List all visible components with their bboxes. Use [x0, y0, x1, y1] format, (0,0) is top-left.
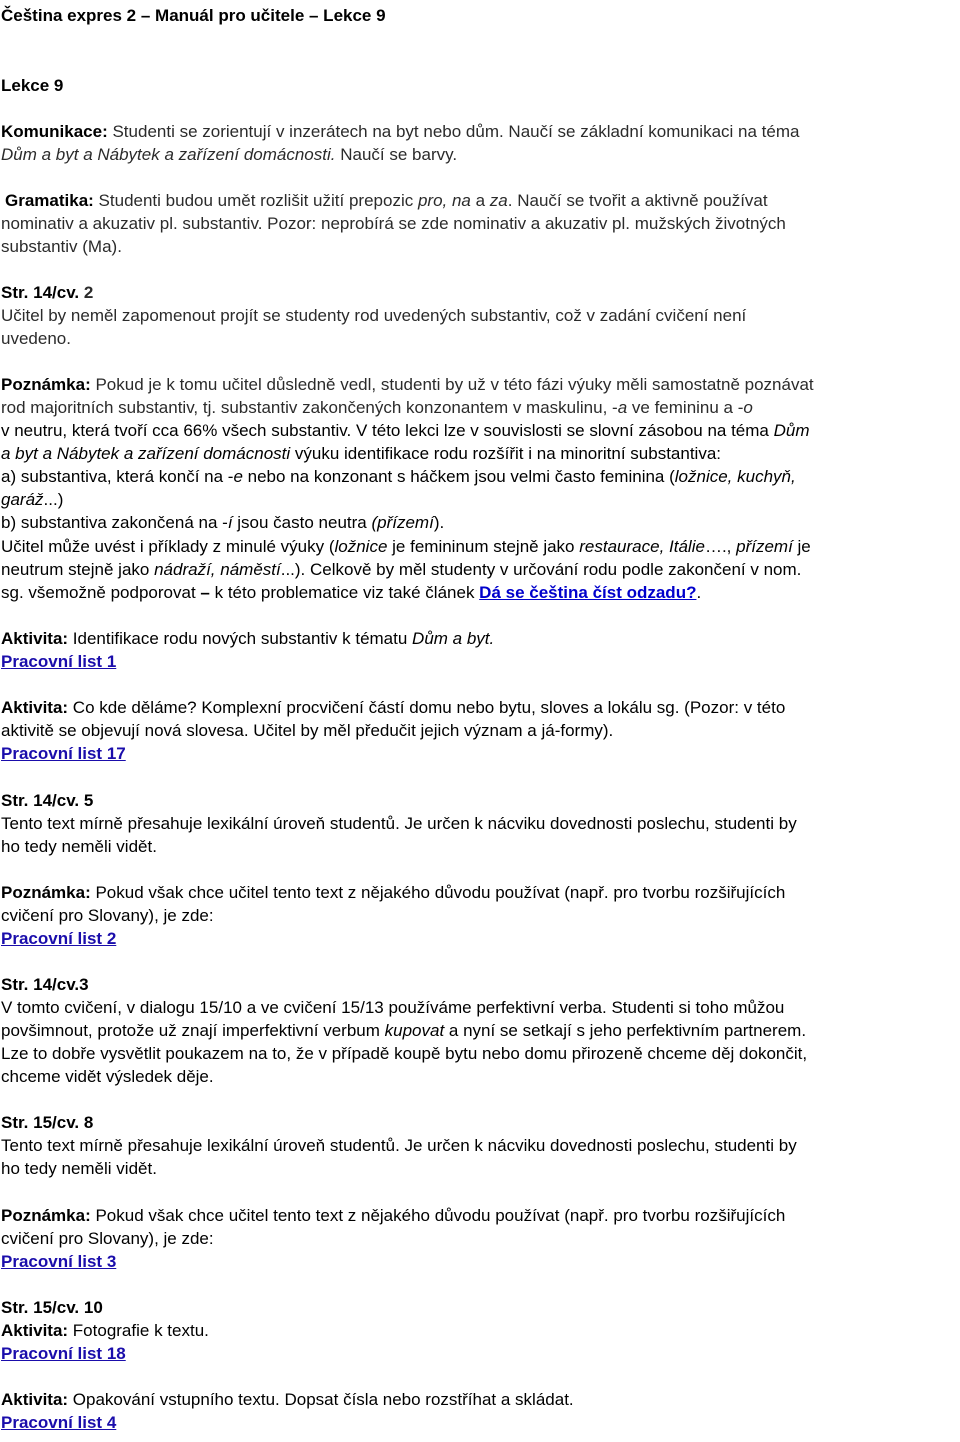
worksheet-link[interactable]: Pracovní list 18 — [1, 1344, 126, 1363]
section-heading: Str. 15/cv. 8 — [1, 1113, 94, 1132]
note-label: Poznámka: — [1, 883, 91, 902]
activity-label: Aktivita: — [1, 698, 69, 717]
paragraph-line: Lze to dobře vysvětlit poukazem na to, že v případě koupě bytu nebo domu přirozeně chceme děj dokončit, — [1, 1044, 808, 1063]
note-line: Poznámka: Pokud je k tomu učitel důsledně vedl, studenti by už v této fázi výuky měli samostatně poznávat — [1, 375, 814, 394]
note-line: sg. všemožně podporovat – k této problematice viz také článek Dá se čeština číst odzadu?. — [1, 583, 702, 602]
note-line: neutrum stejně jako nádraží, náměstí...). Celkově by měl studenty v určování rodu podle zakončení v nom. — [1, 560, 802, 579]
note-line: Učitel může uvést i příklady z minulé výuky (ložnice je femininum stejně jako restaurace, Itálie…., přízemí je — [1, 537, 811, 556]
activity-label: Aktivita: — [1, 629, 69, 648]
activity-label: Aktivita: — [1, 1390, 69, 1409]
worksheet-link[interactable]: Pracovní list 1 — [1, 652, 117, 671]
paragraph-line: uvedeno. — [1, 329, 71, 348]
page-title: Čeština expres 2 – Manuál pro učitele – Lekce 9 — [1, 6, 386, 25]
komunikace-label: Komunikace: — [1, 122, 108, 141]
section-heading: Str. 14/cv. 2 — [1, 283, 94, 302]
worksheet-link-row — [1, 1250, 960, 1273]
worksheet-link[interactable]: Pracovní list 2 — [1, 929, 117, 948]
section-heading: Str. 14/cv. 5 — [1, 791, 94, 810]
section-heading: Str. 14/cv.3 — [1, 975, 89, 994]
activity-line: aktivitě se objevují nová slovesa. Učitel by měl předučit jejich význam a já-formy). — [1, 721, 614, 740]
paragraph-line: chceme vidět výsledek děje. — [1, 1067, 214, 1086]
komunikace-line-1: Komunikace: Studenti se zorientují v inzerátech na byt nebo dům. Naučí se základní komunikaci na téma — [1, 122, 800, 141]
note-line: v neutru, která tvoří cca 66% všech substantiv. V této lekci lze v souvislosti se slovní zásobou na téma Dům — [1, 421, 810, 440]
worksheet-link[interactable]: Pracovní list 4 — [1, 1413, 117, 1432]
komunikace-line-2: Dům a byt a Nábytek a zařízení domácnosti. Naučí se barvy. — [1, 145, 458, 164]
note-line: a) substantiva, která končí na -e nebo na konzonant s háčkem jsou velmi často feminina (ložnice, kuchyň, — [1, 467, 796, 486]
paragraph-line: V tomto cvičení, v dialogu 15/10 a ve cvičení 15/13 používáme perfektivní verba. Studenti si toho můžou — [1, 998, 785, 1017]
note-line: cvičení pro Slovany), je zde: — [1, 906, 214, 925]
worksheet-link[interactable]: Pracovní list 3 — [1, 1252, 117, 1271]
activity-line: Aktivita: Co kde děláme? Komplexní procvičení částí domu nebo bytu, sloves a lokálu sg. (Pozor: v této — [1, 698, 786, 717]
article-link[interactable]: Dá se čeština číst odzadu? — [479, 583, 697, 602]
note-line: Poznámka: Pokud však chce učitel tento text z nějakého důvodu používat (např. pro tvorbu rozšiřujících — [1, 1206, 786, 1225]
activity-line: Aktivita: Identifikace rodu nových substantiv k tématu Dům a byt. — [1, 629, 495, 648]
worksheet-link-row — [1, 742, 960, 765]
page-header — [1, 4, 960, 27]
note-line: cvičení pro Slovany), je zde: — [1, 1229, 214, 1248]
note-label: Poznámka: — [1, 1206, 91, 1225]
paragraph-line: Tento text mírně přesahuje lexikální úroveň studentů. Je určen k nácviku dovednosti poslechu, studenti by — [1, 814, 797, 833]
note-line: Poznámka: Pokud však chce učitel tento text z nějakého důvodu používat (např. pro tvorbu rozšiřujících — [1, 883, 786, 902]
worksheet-link-row — [1, 1411, 960, 1434]
note-line: garáž...) — [1, 490, 64, 509]
gramatika-line-1: Gramatika: Studenti budou umět rozlišit užití prepozic pro, na a za. Naučí se tvořit a aktivně používat — [5, 191, 768, 210]
lesson-title: Lekce 9 — [1, 76, 64, 95]
gramatika-line-3: substantiv (Ma). — [1, 237, 122, 256]
activity-line: Aktivita: Fotografie k textu. — [1, 1321, 209, 1340]
activity-line: Aktivita: Opakování vstupního textu. Dopsat čísla nebo rozstříhat a skládat. — [1, 1390, 574, 1409]
note-line: rod majoritních substantiv, tj. substantiv zakončených konzonantem v maskulinu, -a ve femininu a -o — [1, 398, 753, 417]
note-label: Poznámka: — [1, 375, 91, 394]
paragraph-line: povšimnout, protože už znají imperfektivní verbum kupovat a nyní se setkají s jeho perfektivním partnerem. — [1, 1021, 807, 1040]
worksheet-link-row — [1, 927, 960, 950]
paragraph-line: Učitel by neměl zapomenout projít se studenty rod uvedených substantiv, což v zadání cvičení není — [1, 306, 747, 325]
gramatika-line-2: nominativ a akuzativ pl. substantiv. Pozor: neprobírá se zde nominativ a akuzativ pl. mužských životných — [1, 214, 786, 233]
activity-label: Aktivita: — [1, 1321, 69, 1340]
paragraph-line: ho tedy neměli vidět. — [1, 1159, 157, 1178]
worksheet-link-row — [1, 1342, 960, 1365]
gramatika-label: Gramatika: — [5, 191, 94, 210]
section-heading: Str. 15/cv. 10 — [1, 1298, 103, 1317]
worksheet-link[interactable]: Pracovní list 17 — [1, 744, 126, 763]
note-line: b) substantiva zakončená na -í jsou často neutra (přízemí). — [1, 513, 445, 532]
paragraph-line: Tento text mírně přesahuje lexikální úroveň studentů. Je určen k nácviku dovednosti poslechu, studenti by — [1, 1136, 797, 1155]
worksheet-link-row — [1, 650, 960, 673]
note-line: a byt a Nábytek a zařízení domácnosti výuku identifikace rodu rozšířit i na minoritní substantiva: — [1, 444, 722, 463]
paragraph-line: ho tedy neměli vidět. — [1, 837, 157, 856]
